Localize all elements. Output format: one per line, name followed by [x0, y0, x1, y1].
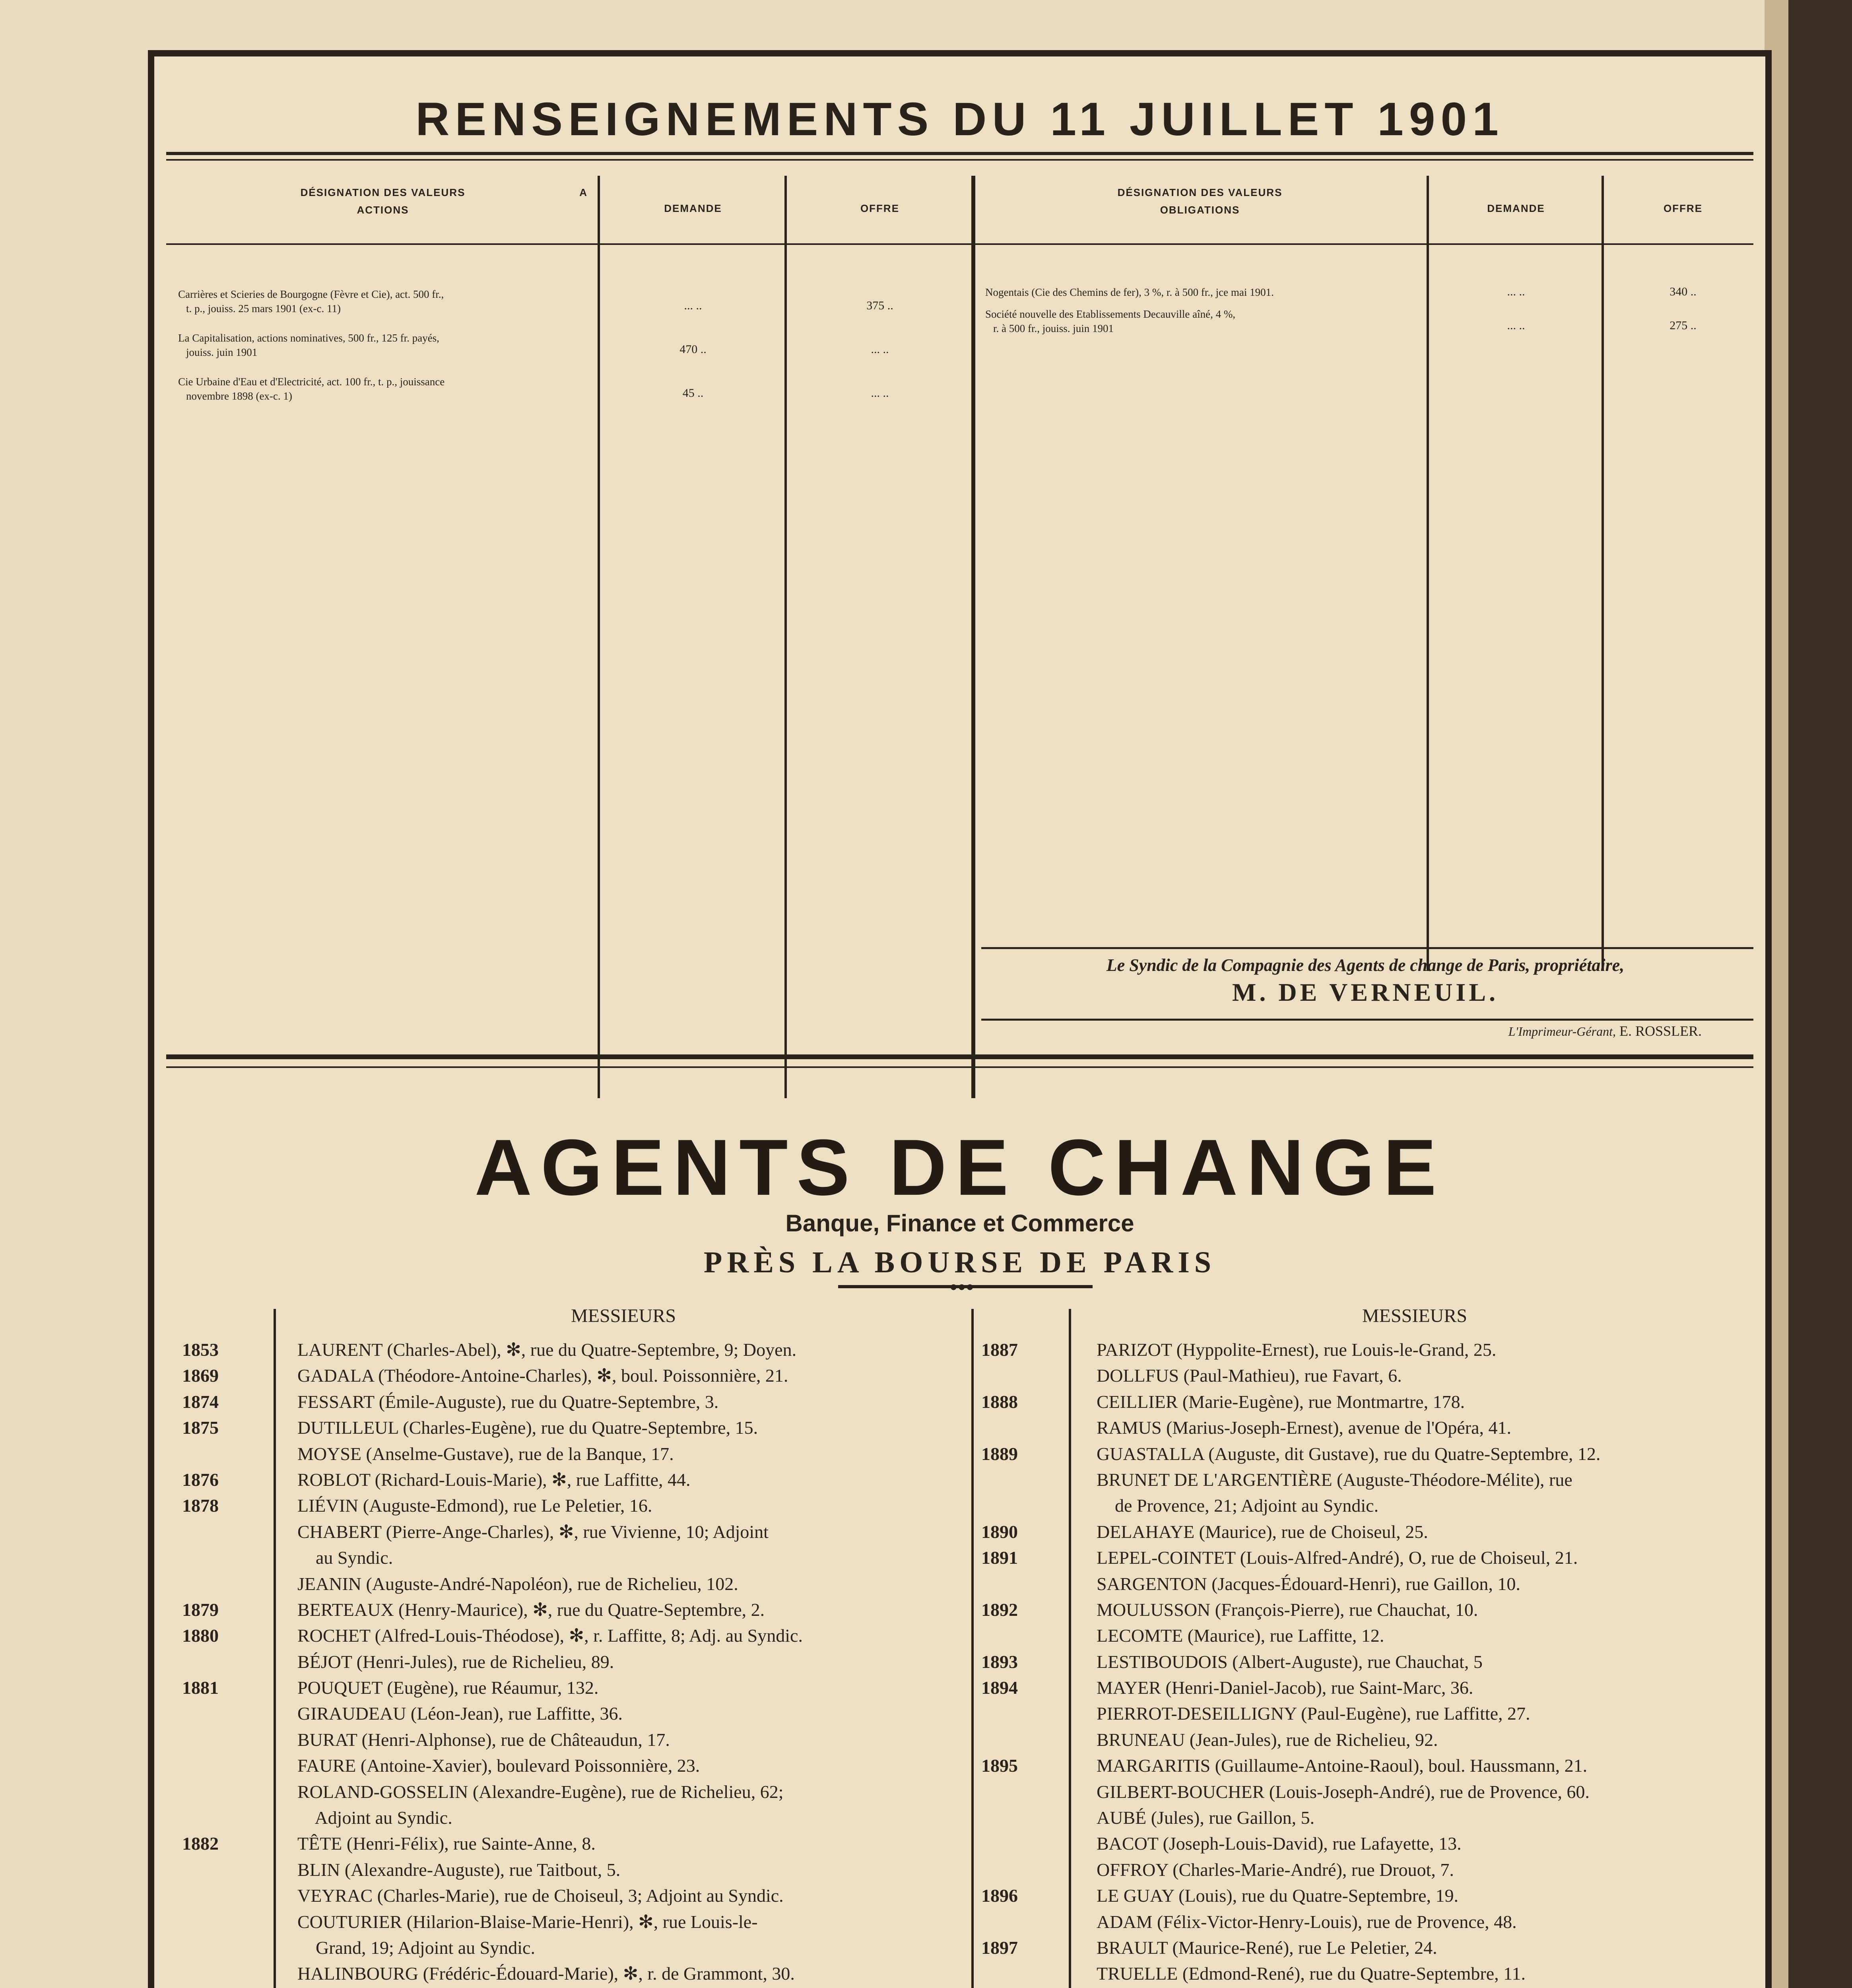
agent-name-address: OFFROY (Charles-Marie-André), rue Drouot, 7.: [1097, 1859, 1454, 1880]
agent-year: 1869: [182, 1365, 219, 1386]
agent-name-address: POUQUET (Eugène), rue Réaumur, 132.: [297, 1677, 599, 1698]
agent-entry: [182, 1467, 969, 1493]
obligation-demand: ... ..: [1507, 285, 1525, 298]
syndic-title: Le Syndic de la Compagnie des Agents de change de Paris, propriétaire,: [1106, 955, 1625, 975]
agent-name-address: BURAT (Henri-Alphonse), rue de Châteaudun, 17.: [297, 1729, 670, 1750]
agent-name-address: MOULUSSON (François-Pierre), rue Chauchat, 10.: [1097, 1599, 1478, 1620]
binding-edge: [1788, 0, 1852, 1988]
agent-entry: [981, 1909, 1769, 1935]
agent-name-address: AUBÉ (Jules), rue Gaillon, 5.: [1097, 1807, 1315, 1828]
agent-entry: [981, 1961, 1769, 1986]
agent-entry: [981, 1935, 1769, 1961]
agent-name-address: BRUNET DE L'ARGENTIÈRE (Auguste-Théodore-Mélite), rue: [1097, 1469, 1572, 1490]
obligations-offer-head: OFFRE: [1663, 202, 1703, 214]
agent-entry: [182, 1493, 969, 1518]
agent-name-address: COUTURIER (Hilarion-Blaise-Marie-Henri), ✻, rue Louis-le-: [297, 1911, 758, 1932]
agent-entry: [182, 1597, 969, 1623]
agent-entry: [981, 1701, 1769, 1726]
obligations-designation-head: DÉSIGNATION DES VALEURS OBLIGATIONS: [1117, 186, 1283, 216]
table-head-rule: [166, 243, 1753, 245]
section-rule: [166, 1054, 1753, 1059]
action-demand: 45 ..: [682, 386, 704, 400]
agent-name-address: de Provence, 21; Adjoint au Syndic.: [1097, 1495, 1379, 1516]
agent-entry: [182, 1935, 969, 1961]
actions-designation-head: DÉSIGNATION DES VALEURS A ACTIONS: [300, 186, 588, 216]
action-offer: 375 ..: [866, 299, 893, 312]
agent-entry: [981, 1571, 1769, 1597]
agent-entry: [981, 1883, 1769, 1908]
obligation-offer: 340 ..: [1670, 285, 1697, 298]
section-rule-thin: [166, 1066, 1753, 1068]
agent-name-address: VEYRAC (Charles-Marie), rue de Choiseul, 3; Adjoint au Syndic.: [297, 1885, 784, 1906]
obligation-demand: ... ..: [1507, 319, 1525, 332]
agent-entry: [981, 1727, 1769, 1753]
agent-entry: [182, 1415, 969, 1441]
action-offer: ... ..: [871, 343, 889, 356]
agent-entry: [981, 1467, 1769, 1493]
agent-year: 1895: [981, 1755, 1018, 1776]
col-divider: [784, 176, 787, 1098]
agent-name-address: GIRAUDEAU (Léon-Jean), rue Laffitte, 36.: [297, 1703, 623, 1724]
agent-name-address: CHABERT (Pierre-Ange-Charles), ✻, rue Vivienne, 10; Adjoint: [297, 1521, 769, 1542]
agent-name-address: ADAM (Félix-Victor-Henry-Louis), rue de Provence, 48.: [1097, 1911, 1517, 1932]
imprimeur-name: E. ROSSLER.: [1619, 1023, 1702, 1039]
syndic-name: M. DE VERNEUIL.: [1232, 978, 1499, 1006]
action-demand: ... ..: [684, 299, 702, 312]
agent-entry: [182, 1363, 969, 1388]
agent-name-address: LESTIBOUDOIS (Albert-Auguste), rue Chauchat, 5: [1097, 1651, 1483, 1672]
agent-year: 1897: [981, 1937, 1018, 1958]
agent-entry: [182, 1649, 969, 1675]
agent-year: 1890: [981, 1521, 1018, 1542]
agent-entry: [981, 1857, 1769, 1883]
agent-name-address: BRAULT (Maurice-René), rue Le Peletier, 24.: [1097, 1937, 1437, 1958]
agent-entry: [182, 1519, 969, 1545]
agent-name-address: SARGENTON (Jacques-Édouard-Henri), rue Gaillon, 10.: [1097, 1573, 1520, 1594]
agent-entry: [981, 1545, 1769, 1571]
agent-entry: [182, 1883, 969, 1908]
actions-demand-head: DEMANDE: [664, 202, 722, 214]
title-rule-thin: [166, 159, 1753, 161]
agent-entry: [981, 1519, 1769, 1545]
action-row: Cie Urbaine d'Eau et d'Electricité, act. 100 fr., t. p., jouissance novembre 1898 (ex-c. 1): [178, 376, 445, 402]
agent-year: 1881: [182, 1677, 219, 1698]
agent-entry: [182, 1545, 969, 1571]
ornament-icon: ●●●: [949, 1279, 974, 1294]
agent-name-address: JEANIN (Auguste-André-Napoléon), rue de Richelieu, 102.: [297, 1573, 738, 1594]
actions-offer-head: OFFRE: [860, 202, 900, 214]
action-offer: ... ..: [871, 386, 889, 400]
right-messieurs-head: MESSIEURS: [1362, 1305, 1468, 1326]
agent-name-address: BERTEAUX (Henry-Maurice), ✻, rue du Quatre-Septembre, 2.: [297, 1599, 765, 1620]
agent-year: 1894: [981, 1677, 1018, 1698]
col-divider: [598, 176, 600, 1098]
agent-year: 1853: [182, 1340, 219, 1360]
agent-name-address: FAURE (Antoine-Xavier), boulevard Poissonnière, 23.: [297, 1755, 700, 1776]
agent-entry: [981, 1831, 1769, 1856]
agent-name-address: LIÉVIN (Auguste-Edmond), rue Le Peletier, 16.: [297, 1495, 652, 1516]
agent-entry: [981, 1337, 1769, 1363]
agent-year: 1889: [981, 1443, 1018, 1464]
agent-year: 1892: [981, 1599, 1018, 1620]
agent-name-address: BACOT (Joseph-Louis-David), rue Lafayette, 13.: [1097, 1833, 1462, 1854]
list-center-divider: [971, 1309, 974, 1988]
agent-name-address: Grand, 19; Adjoint au Syndic.: [297, 1937, 535, 1958]
agent-name-address: RAMUS (Marius-Joseph-Ernest), avenue de l'Opéra, 41.: [1097, 1417, 1512, 1438]
agent-entry: [981, 1597, 1769, 1623]
col-divider: [1602, 176, 1604, 971]
agent-year: 1893: [981, 1651, 1018, 1672]
imprimeur-label: L'Imprimeur-Gérant,: [1508, 1024, 1616, 1039]
agent-entry: [182, 1441, 969, 1467]
agent-name-address: DOLLFUS (Paul-Mathieu), rue Favart, 6.: [1097, 1365, 1402, 1386]
agent-name-address: ROLAND-GOSSELIN (Alexandre-Eugène), rue de Richelieu, 62;: [297, 1781, 784, 1802]
agent-entry: [182, 1623, 969, 1648]
agent-year: 1878: [182, 1495, 219, 1516]
syndic-block: [989, 955, 1741, 1007]
agent-year: 1896: [981, 1885, 1018, 1906]
agent-name-address: BÉJOT (Henri-Jules), rue de Richelieu, 89.: [297, 1651, 614, 1672]
agent-name-address: DELAHAYE (Maurice), rue de Choiseul, 25.: [1097, 1521, 1428, 1542]
action-row: La Capitalisation, actions nominatives, 500 fr., 125 fr. payés, jouiss. juin 1901: [178, 332, 439, 358]
agent-name-address: PIERROT-DESEILLIGNY (Paul-Eugène), rue Laffitte, 27.: [1097, 1703, 1530, 1724]
agent-name-address: MAYER (Henri-Daniel-Jacob), rue Saint-Marc, 36.: [1097, 1677, 1473, 1698]
agent-entry: [182, 1701, 969, 1726]
agent-entry: [981, 1493, 1769, 1518]
imprimeur-line: [1508, 1023, 1702, 1039]
page-title: RENSEIGNEMENTS DU 11 JUILLET 1901: [415, 93, 1504, 146]
agent-year: 1888: [981, 1391, 1018, 1412]
obligation-row: Nogentais (Cie des Chemins de fer), 3 %, r. à 500 fr., jce mai 1901.: [985, 286, 1274, 298]
agent-entry: [182, 1389, 969, 1415]
agents-subtitle: Banque, Finance et Commerce: [785, 1210, 1134, 1237]
agent-name-address: MOYSE (Anselme-Gustave), rue de la Banque, 17.: [297, 1443, 674, 1464]
newspaper-page: [148, 50, 1772, 1988]
agent-name-address: GADALA (Théodore-Antoine-Charles), ✻, boul. Poissonnière, 21.: [297, 1365, 788, 1386]
agent-entry: [182, 1753, 969, 1778]
table-center-divider: [971, 176, 975, 1098]
agent-entry: [182, 1909, 969, 1935]
agent-entry: [182, 1337, 969, 1363]
agent-entry: [981, 1389, 1769, 1415]
obligations-demand-head: DEMANDE: [1487, 202, 1545, 214]
title-rule: [166, 152, 1753, 155]
agent-name-address: Adjoint au Syndic.: [297, 1807, 452, 1828]
agent-year: 1875: [182, 1417, 219, 1438]
agent-entry: [981, 1623, 1769, 1648]
agent-year: 1891: [981, 1547, 1018, 1568]
agent-entry: [981, 1441, 1769, 1467]
agent-name-address: GILBERT-BOUCHER (Louis-Joseph-André), rue de Provence, 60.: [1097, 1781, 1590, 1802]
action-demand: 470 ..: [679, 343, 707, 356]
agent-entry: [182, 1961, 969, 1986]
obligation-offer: 275 ..: [1670, 319, 1697, 332]
agent-name-address: ROCHET (Alfred-Louis-Théodose), ✻, r. Laffitte, 8; Adj. au Syndic.: [297, 1625, 803, 1646]
agent-entry: [182, 1675, 969, 1701]
syndic-rule: [981, 947, 1753, 949]
agent-name-address: ROBLOT (Richard-Louis-Marie), ✻, rue Laffitte, 44.: [297, 1469, 691, 1490]
obligation-row: Société nouvelle des Etablissements Decauville aîné, 4 %, r. à 500 fr., jouiss. juin 1901: [985, 308, 1236, 334]
agent-entry: [981, 1753, 1769, 1778]
agent-name-address: CEILLIER (Marie-Eugène), rue Montmartre, 178.: [1097, 1391, 1465, 1412]
agent-name-address: BLIN (Alexandre-Auguste), rue Taitbout, 5.: [297, 1859, 621, 1880]
agent-year: 1887: [981, 1340, 1018, 1360]
agent-entry: [981, 1675, 1769, 1701]
agent-year: 1882: [182, 1833, 219, 1854]
agent-entry: [182, 1831, 969, 1856]
agent-name-address: LAURENT (Charles-Abel), ✻, rue du Quatre-Septembre, 9; Doyen.: [297, 1340, 797, 1360]
agent-name-address: HALINBOURG (Frédéric-Édouard-Marie), ✻, r. de Grammont, 30.: [297, 1963, 795, 1984]
agent-entry: [981, 1779, 1769, 1805]
agent-year: 1880: [182, 1625, 219, 1646]
agent-name-address: TRUELLE (Edmond-René), rue du Quatre-Septembre, 11.: [1097, 1963, 1526, 1984]
agent-name-address: MARGARITIS (Guillaume-Antoine-Raoul), boul. Haussmann, 21.: [1097, 1755, 1588, 1776]
agents-list-right: [981, 1337, 1769, 1988]
agent-name-address: au Syndic.: [297, 1547, 393, 1568]
agents-list-left: [182, 1337, 969, 1988]
agent-entry: [981, 1805, 1769, 1831]
agent-name-address: LE GUAY (Louis), rue du Quatre-Septembre, 19.: [1097, 1885, 1458, 1906]
agent-name-address: GUASTALLA (Auguste, dit Gustave), rue du Quatre-Septembre, 12.: [1097, 1443, 1601, 1464]
agent-name-address: FESSART (Émile-Auguste), rue du Quatre-Septembre, 3.: [297, 1391, 719, 1412]
agent-entry: [182, 1805, 969, 1831]
agent-name-address: DUTILLEUL (Charles-Eugène), rue du Quatre-Septembre, 15.: [297, 1417, 758, 1438]
left-messieurs-head: MESSIEURS: [571, 1305, 676, 1326]
agent-name-address: TÊTE (Henri-Félix), rue Sainte-Anne, 8.: [297, 1833, 596, 1854]
syndic-rule-bottom: [981, 1019, 1753, 1021]
agent-year: 1879: [182, 1599, 219, 1620]
agent-name-address: BRUNEAU (Jean-Jules), rue de Richelieu, 92.: [1097, 1729, 1438, 1750]
agent-entry: [981, 1649, 1769, 1675]
agent-name-address: LECOMTE (Maurice), rue Laffitte, 12.: [1097, 1625, 1384, 1646]
action-row: Carrières et Scieries de Bourgogne (Fèvre et Cie), act. 500 fr., t. p., jouiss. 25 mars 1901 (ex-c. 11): [178, 288, 444, 315]
agent-year: 1876: [182, 1469, 219, 1490]
agent-name-address: LEPEL-COINTET (Louis-Alfred-André), O, rue de Choiseul, 21.: [1097, 1547, 1578, 1568]
col-divider: [1427, 176, 1429, 971]
agent-name-address: PARIZOT (Hyppolite-Ernest), rue Louis-le-Grand, 25.: [1097, 1340, 1497, 1360]
agent-entry: [981, 1415, 1769, 1441]
agent-entry: [182, 1727, 969, 1753]
agent-entry: [182, 1857, 969, 1883]
agent-entry: [182, 1571, 969, 1597]
ornament-rule: [838, 1279, 1093, 1294]
agent-entry: [981, 1363, 1769, 1388]
agents-title: AGENTS DE CHANGE: [474, 1123, 1445, 1212]
agent-entry: [182, 1779, 969, 1805]
agents-subtitle-bourse: PRÈS LA BOURSE DE PARIS: [703, 1246, 1216, 1279]
agent-year: 1874: [182, 1391, 219, 1412]
